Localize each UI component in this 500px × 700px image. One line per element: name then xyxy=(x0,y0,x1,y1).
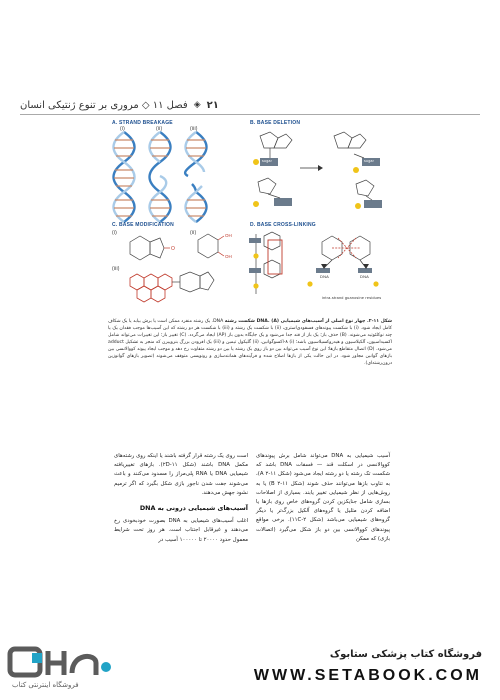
section-subheading: آسیب‌های شیمیایی درونی به DNA xyxy=(139,504,248,513)
logo-subtitle: فروشگاه اینترنتی کتاب xyxy=(12,681,79,689)
crosslink-caption: intra-strand guanosine residues xyxy=(322,296,382,300)
panel-c-sub-iii: (iii) xyxy=(112,266,120,272)
caption-text: DNA. یک رشته منفرد ممکن است یا برش بیابد یا یک شکاف کامل ایجاد شود. (i) با شکست پیوندهای فسفودی‌استری، (ii) با شکست یک رشته و (iii) با شکست هر دو رشته که این آسیب‌ها موجب فقدان یک یا چند نوکلئوتید می‌شوند. (B) حذف باز؛ یک باز از قند جدا می‌شود و یک جایگاه بدون باز (AP) ایجاد می‌گردد. (C) تغییر باز؛ این تغییرات می‌تواند شامل اکسیداسیون، آلکیلاسیون و هیدروکسیلاسیون باشد؛ (i) ۸-اکسوگوانین، (ii) گلیکول تیمین و (iii) یک افزودن بزرگ بنزوپیرن که منجر به تشکیل adduct می‌شود. (D) اتصال متقاطع بازها؛ این نوع آسیب می‌تواند بین دو باز روی یک رشته یا بین دو رشته متفاوت رخ دهد و موجب ایجاد پیوند کووالانسی بین بازهای گوانین مجاور شود. در این حالت یکی از بازها اصلاح شده و فرآیندهای همانندسازی و رونویسی متوقف می‌شوند (تصویر بازهای گوانوزین درون‌رشته‌ای). xyxy=(108,319,393,366)
panel-a-sub-i: (i) xyxy=(120,126,126,132)
base-crosslinking-illustration xyxy=(249,232,379,294)
header-rule xyxy=(20,114,480,115)
strand-breakage-helices xyxy=(114,132,207,222)
panel-b-label: B. BASE DELETION xyxy=(250,120,301,126)
panel-d-label: D. BASE CROSS-LINKING xyxy=(250,222,316,228)
dna-label-left: DNA xyxy=(320,274,330,279)
sugar-label-1: sugar xyxy=(262,159,272,163)
panel-a-sub-ii: (ii) xyxy=(156,126,163,132)
body-column-left xyxy=(114,452,248,545)
base-deletion-illustration xyxy=(253,132,382,209)
column-right-paragraph: آسیب شیمیایی به DNA می‌تواند شامل برش پیوندهای کووالانسی در اسکلت قند — فسفات DNA باشد که شکست تک رشته یا دو رشته ایجاد می‌شود (شکل ۱۱-۲ A)، به تناوب بازها می‌توانند حذف شوند (شکل ۱۱-۲ B) یا به روش‌هایی از نظر شیمیایی تغییر یابند. بسیاری از اصلاحات بسازی شامل جنایکزین کردن گروه‌های خاص روی بازها یا اضافه کردن مثلیل یا گروه‌های آلکیل بزرگ‌تر یا دیگر گروه‌های شیمیایی می‌باشد (شکل ۲-۱۱C). برخی مواقع پیوندهای کووالانسی بین دو باز شکل می‌گیرد (اتصالات بازی) که ممکن xyxy=(256,453,390,542)
panel-a-sub-iii: (iii) xyxy=(190,126,198,132)
svg-text:OH: OH xyxy=(225,254,232,259)
chapter-title: فصل ۱۱ ◇ مروری بر تنوع ژنتیکی انسان xyxy=(20,99,188,111)
page-header xyxy=(20,96,480,114)
column-left-paragraph-2: اغلب آسیب‌های شیمیایی به DNA بصورت خودبخودی رخ می‌دهند و غیرقابل اجتناب است. هر روز تحت شرایط معمول حدود ۲۰۰۰۰ تا ۱۰۰۰۰۰ آسیب در xyxy=(114,518,248,543)
panel-c-sub-i: (i) xyxy=(112,230,118,236)
page-footer xyxy=(0,643,500,700)
header-separator: ◈ xyxy=(193,100,201,110)
column-left-paragraph-1: است روی یک رشته قرار گرفته باشند یا اینکه روی رشته‌های مکمل DNA باشند (شکل ۱۱-۲D). بازهای تغییریافته شیمیایی DNA یا RNA پلی‌مراز را مسدود می‌کنند و باعث می‌شوند جفت شدن ناجور بازی شکل بگیرد که اگر ترمیم نشود جهش می‌دهند. xyxy=(114,453,249,496)
body-column-right xyxy=(256,452,390,544)
svg-text:OH: OH xyxy=(225,233,232,238)
logo-mark-icon xyxy=(4,643,124,699)
footer-title: فروشگاه کتاب پزشکی ستابوک xyxy=(329,649,482,660)
setabook-logo[interactable] xyxy=(4,643,124,699)
page-number: ۲۱ xyxy=(206,99,219,111)
dna-label-right: DNA xyxy=(360,274,370,279)
base-modification-illustration xyxy=(130,233,232,302)
panel-a-label: A. STRAND BREAKAGE xyxy=(112,120,173,126)
sugar-label-2: sugar xyxy=(364,159,374,163)
figure-illustration xyxy=(110,118,390,314)
svg-text:O: O xyxy=(171,246,175,252)
dna-damage-figure xyxy=(110,118,390,314)
panel-c-sub-ii: (ii) xyxy=(190,230,197,236)
footer-url-link[interactable]: WWW.SETABOOK.COM xyxy=(253,667,482,684)
figure-caption xyxy=(108,318,392,367)
panel-c-label: C. BASE MODIFICATION xyxy=(112,222,174,228)
caption-lead: شکل ۱۱-۲. چهار نوع اصلی از آسیب‌های شیمیایی DNA. (A) شکست رشته xyxy=(224,319,393,324)
